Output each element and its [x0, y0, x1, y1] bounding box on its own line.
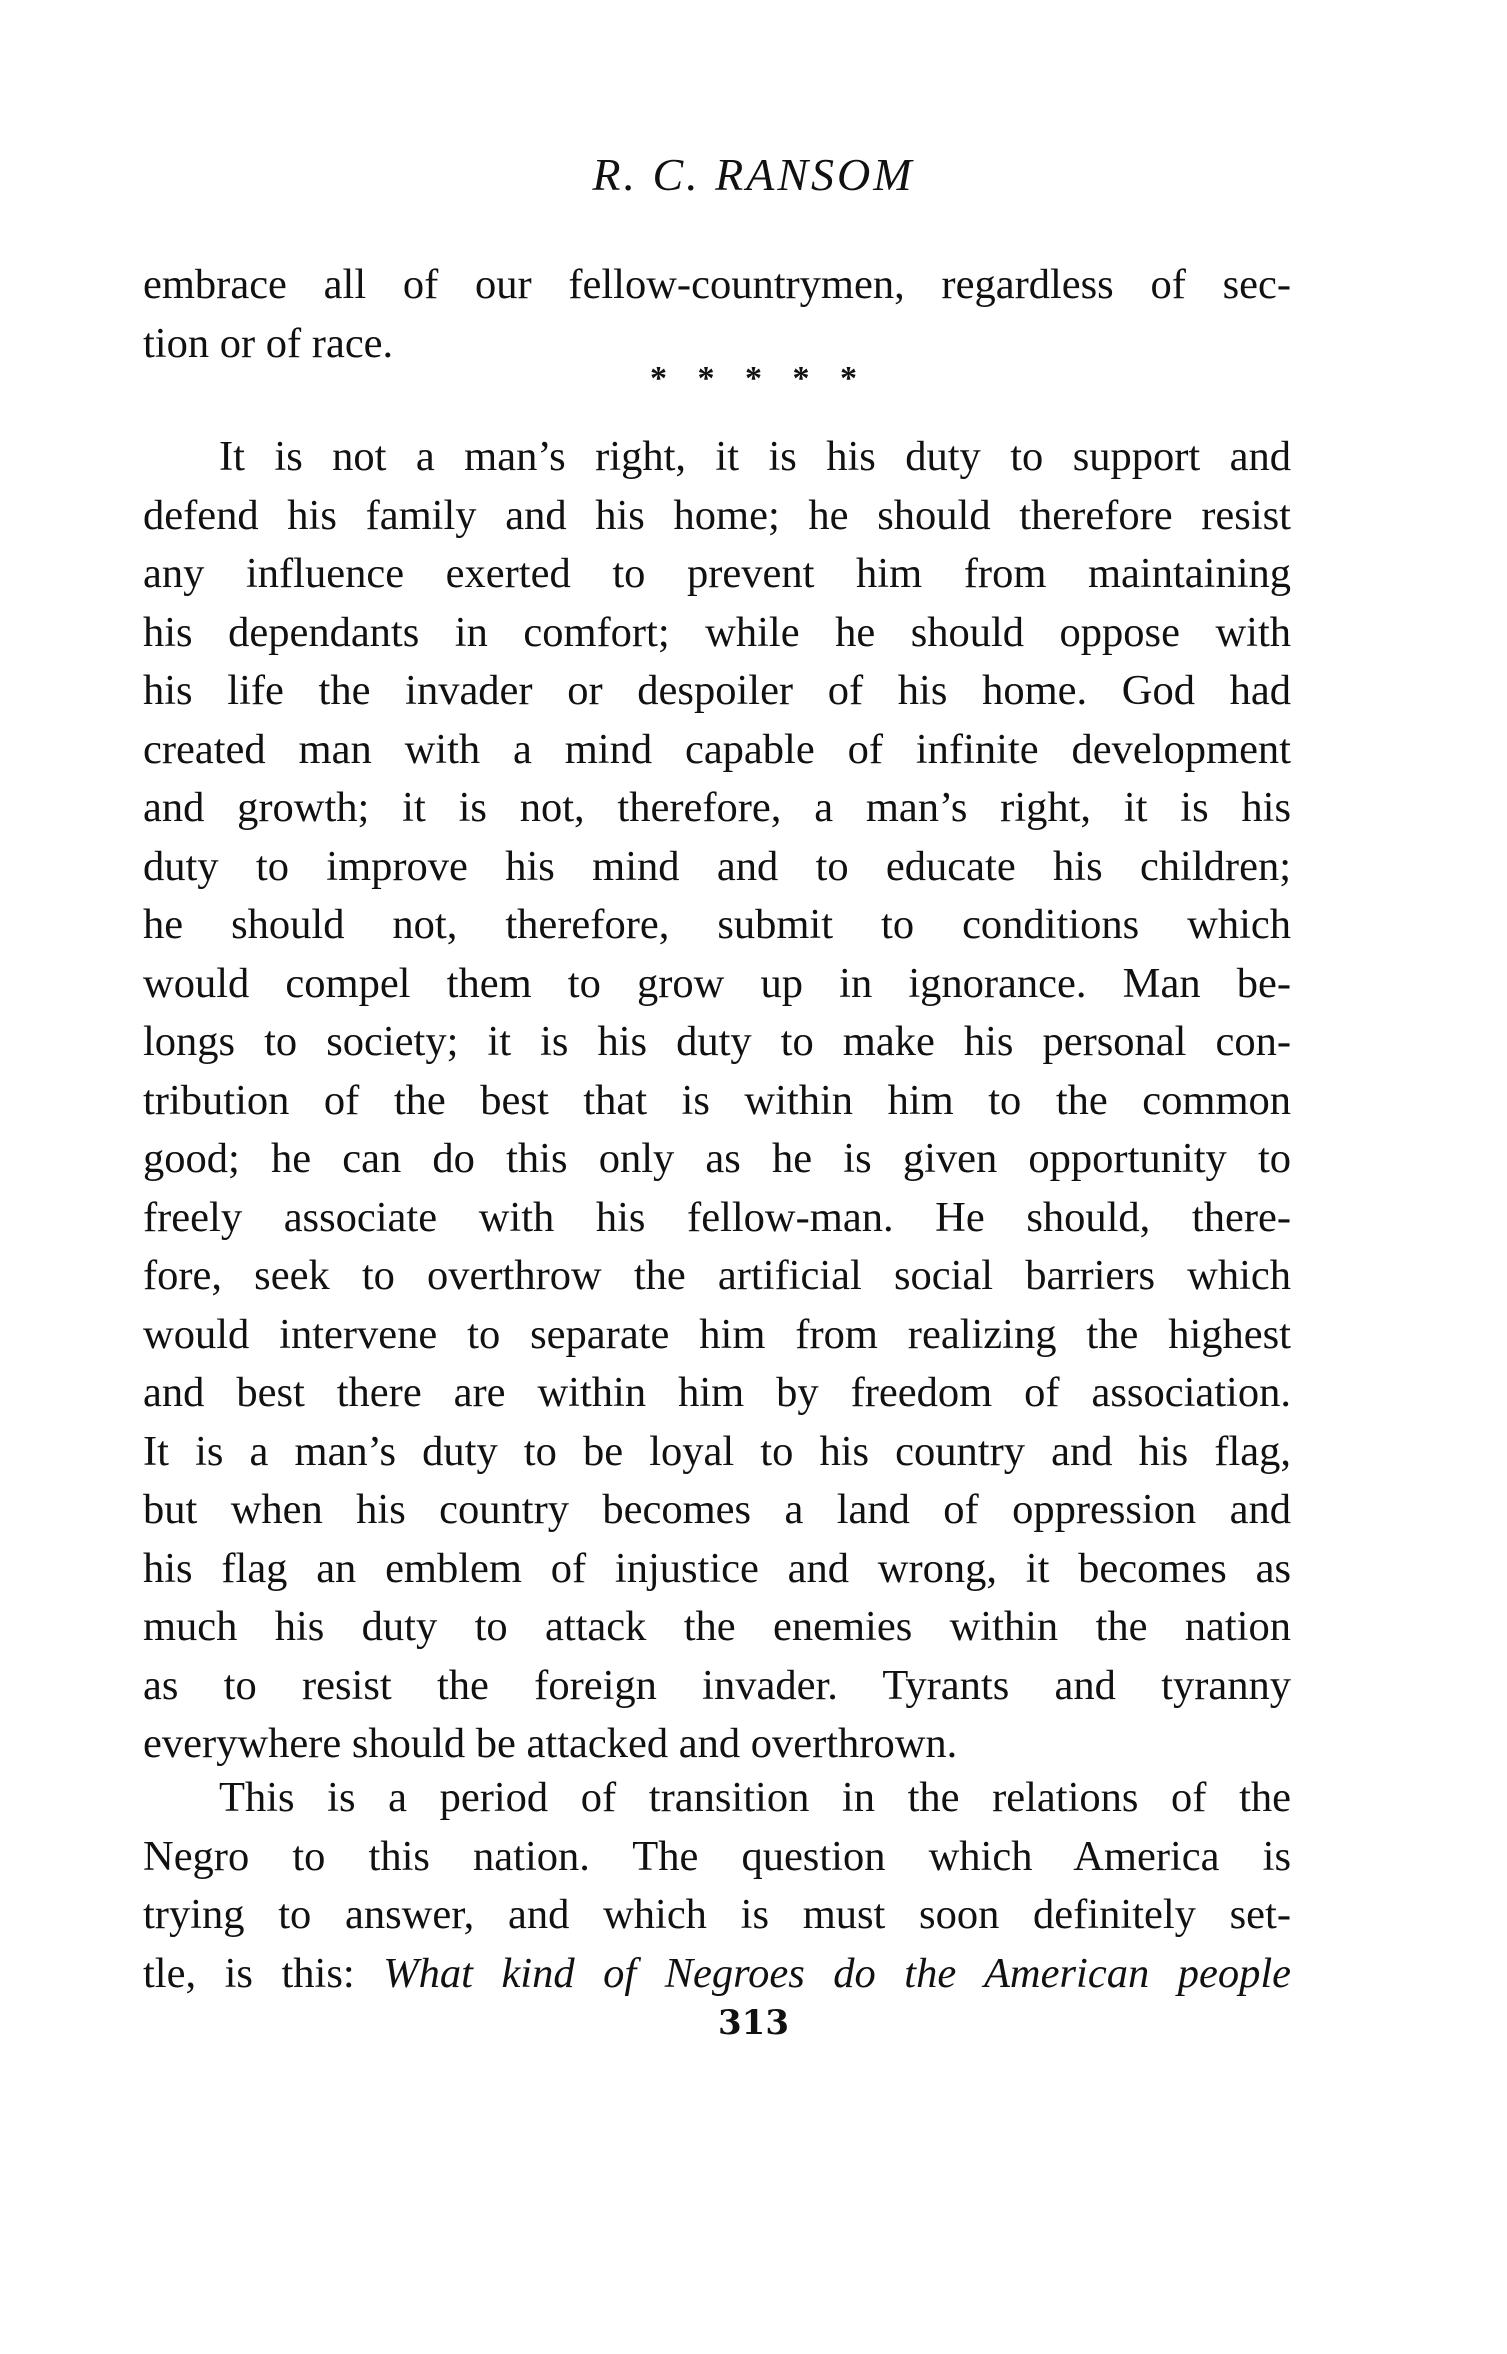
text-line: everywhere should be attacked and overthrown.: [143, 1720, 958, 1767]
text-line: his dependants in comfort; while he should oppose with: [143, 608, 1291, 656]
text-line: good; he can do this only as he is given opportunity to: [143, 1135, 1291, 1182]
page-number: 313: [718, 2003, 789, 2043]
text-line: defend his family and his home; he should therefore resist: [143, 491, 1291, 539]
text-line: his flag an emblem of injustice and wrong, it becomes as: [143, 1544, 1291, 1592]
text-line: trying to answer, and which is must soon definitely set-: [143, 1891, 1291, 1938]
text-line: much his duty to attack the enemies within the nation: [143, 1603, 1291, 1650]
text-line: any influence exerted to prevent him from maintaining: [143, 550, 1291, 597]
text-line: embrace all of our fellow-countrymen, regardless of sec-: [143, 261, 1291, 308]
text-line: longs to society; it is his duty to make his personal con-: [143, 1018, 1291, 1065]
italic-question: What kind of Negroes do the American people: [383, 1949, 1291, 1997]
paragraph-transition: [143, 1769, 1291, 2003]
opening-lines: [143, 256, 1291, 373]
text-line: It is a man’s duty to be loyal to his country and his flag,: [143, 1427, 1291, 1475]
text-line: tribution of the best that is within him to the common: [143, 1076, 1291, 1124]
text-line-final: [143, 1945, 1291, 2004]
text-line: would compel them to grow up in ignorance. Man be-: [143, 959, 1291, 1007]
text-line: tion or of race.: [143, 319, 394, 367]
text-line: This is a period of transition in the relations of the: [219, 1774, 1291, 1821]
text-line: his life the invader or despoiler of his home. God had: [143, 667, 1291, 714]
text-line: duty to improve his mind and to educate his children;: [143, 842, 1291, 890]
text-line: freely associate with his fellow-man. He should, there-: [143, 1193, 1291, 1241]
text-line: Negro to this nation. The question which America is: [143, 1832, 1291, 1880]
text-line: but when his country becomes a land of oppression and: [143, 1486, 1291, 1533]
text-line: he should not, therefore, submit to conditions which: [143, 901, 1291, 948]
text-segment: tle, is this:: [143, 1949, 355, 1997]
text-line: as to resist the foreign invader. Tyrants and tyranny: [143, 1661, 1291, 1709]
text-line: and best there are within him by freedom of association.: [143, 1369, 1291, 1416]
paragraph-duty: [143, 428, 1291, 1774]
text-line: created man with a mind capable of infinite development: [143, 725, 1291, 773]
running-head: R. C. RANSOM: [592, 149, 915, 200]
text-line: fore, seek to overthrow the artificial social barriers which: [143, 1252, 1291, 1299]
text-line: It is not a man’s right, it is his duty to support and: [219, 433, 1291, 480]
text-line: and growth; it is not, therefore, a man’s right, it is his: [143, 784, 1291, 831]
section-separator: * * * * *: [650, 360, 857, 397]
text-line: would intervene to separate him from realizing the highest: [143, 1310, 1291, 1358]
